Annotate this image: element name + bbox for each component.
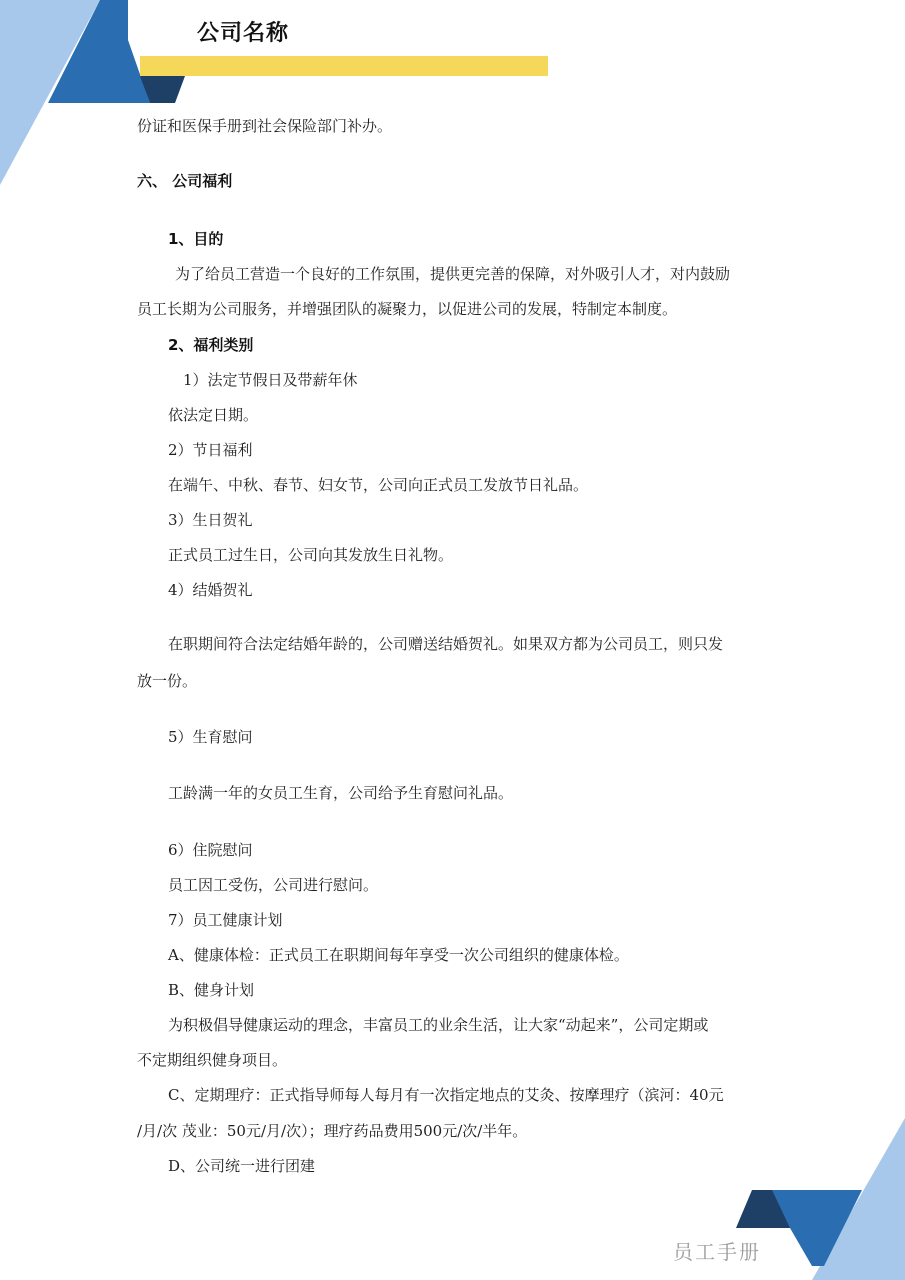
list-item-heading: 6）住院慰问 [168,841,253,859]
text-line: 份证和医保手册到社会保险部门补办。 [137,117,393,135]
list-item-text: 依法定日期。 [168,406,259,424]
list-item-heading: D、公司统一进行团建 [168,1157,316,1175]
subsection-heading: 1、目的 [168,230,224,248]
header-navy-band [140,76,185,103]
footer-navy-parallelogram [736,1190,860,1228]
header-light-blue-triangle [0,0,100,185]
list-item-text: 正式员工过生日，公司向其发放生日礼物。 [168,546,454,564]
list-item-text: 在端午、中秋、春节、妇女节，公司向正式员工发放节日礼品。 [168,476,589,494]
footer-title: 员工手册 [673,1240,761,1264]
list-item-heading: 5）生育慰问 [168,728,253,746]
footer-blue-parallelogram [772,1190,862,1266]
header-yellow-bar [140,56,548,76]
list-item-heading: 1）法定节假日及带薪年休 [183,371,358,389]
subsection-heading: 2、福利类别 [168,336,254,354]
list-item-heading: 2）节日福利 [168,441,253,459]
list-item-text: 不定期组织健身项目。 [137,1051,288,1069]
header-blue-parallelogram [48,0,150,103]
footer-light-blue-triangle [812,1118,905,1280]
paragraph-line: 为了给员工营造一个良好的工作氛围，提供更完善的保障，对外吸引人才，对内鼓励 [175,265,731,283]
paragraph-line: 员工长期为公司服务，并增强团队的凝聚力，以促进公司的发展，特制定本制度。 [137,300,678,318]
list-item-heading: 7）员工健康计划 [168,911,283,929]
list-item-text: 放一份。 [137,672,198,690]
section-heading: 六、 公司福利 [137,172,233,190]
list-item-heading: B、健身计划 [168,981,255,999]
list-item-text: 在职期间符合法定结婚年龄的，公司赠送结婚贺礼。如果双方都为公司员工，则只发 [168,635,724,653]
company-name: 公司名称 [197,21,290,46]
list-item-text: 为积极倡导健康运动的理念，丰富员工的业余生活，让大家“动起来”，公司定期或 [168,1016,709,1034]
list-item-text: A、健康体检：正式员工在职期间每年享受一次公司组织的健康体检。 [168,946,629,964]
list-item-text: 工龄满一年的女员工生育，公司给予生育慰问礼品。 [168,784,514,802]
list-item-text: C、定期理疗：正式指导师每人每月有一次指定地点的艾灸、按摩理疗（滨河：40元 [168,1086,724,1104]
list-item-heading: 3）生日贺礼 [168,511,253,529]
list-item-text: 员工因工受伤，公司进行慰问。 [168,876,379,894]
list-item-text: /月/次 茂业：50元/月/次）；理疗药品费用500元/次/半年。 [137,1122,528,1140]
list-item-heading: 4）结婚贺礼 [168,581,253,599]
